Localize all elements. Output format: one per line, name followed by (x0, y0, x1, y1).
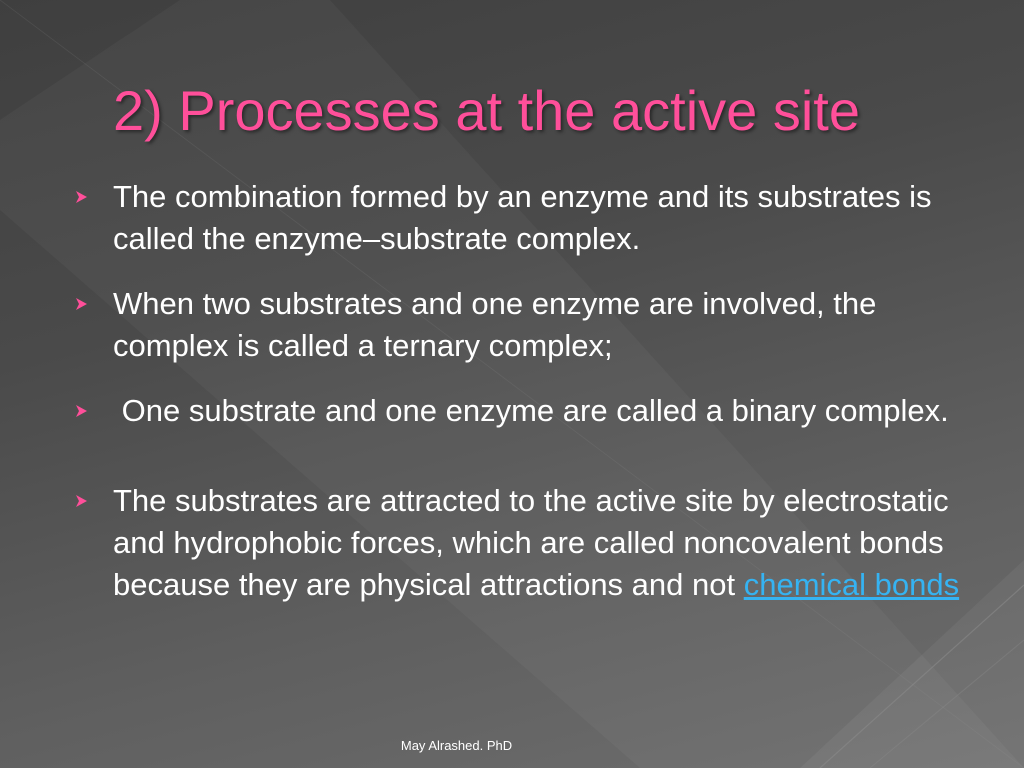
arrow-bullet-icon (74, 190, 88, 204)
bullet-text: One substrate and one enzyme are called a binary complex. (113, 393, 949, 428)
bullet-text: The combination formed by an enzyme and its substrates is called the enzyme–substrate complex. (113, 179, 932, 256)
slide-title: 2) Processes at the active site (113, 79, 861, 142)
arrow-bullet-icon (74, 494, 88, 508)
chemical-bonds-link[interactable]: chemical bonds (743, 567, 960, 602)
arrow-bullet-icon (74, 404, 88, 418)
bullet-text: When two substrates and one enzyme are involved, the complex is called a ternary complex; (113, 286, 877, 363)
bullet-text: The substrates are attracted to the active site by electrostatic and hydrophobic forces, which are called noncovalent bonds because they are physical attractions and not (113, 483, 949, 602)
bullet-text-with-link (113, 480, 973, 606)
footer-author: May Alrashed. PhD (400, 738, 513, 753)
arrow-bullet-icon (74, 297, 88, 311)
